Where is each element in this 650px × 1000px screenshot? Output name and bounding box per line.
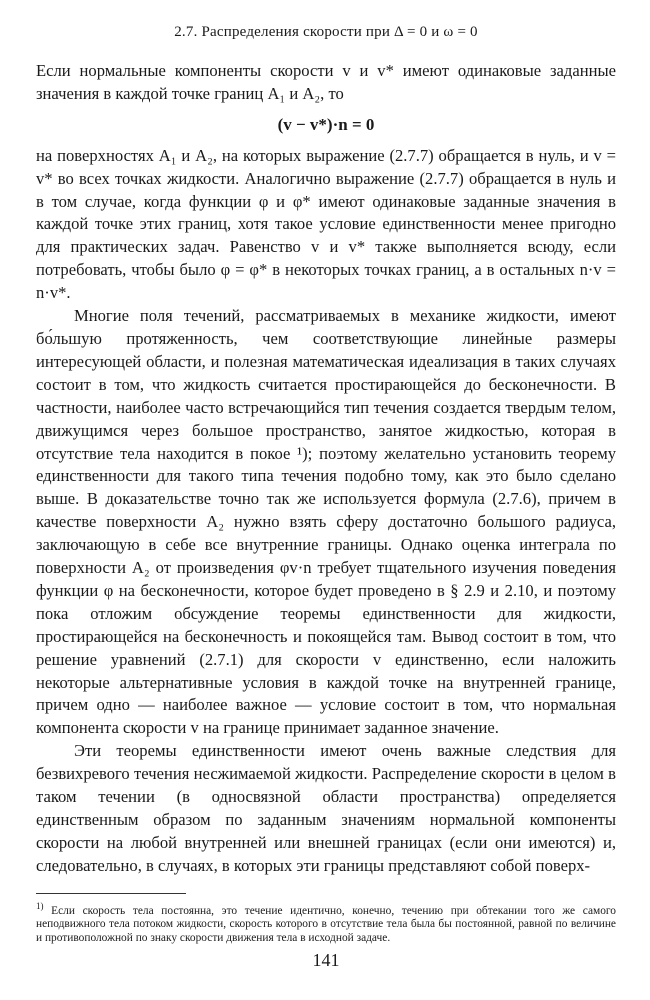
paragraph-4: Эти теоремы единственности имеют очень важные следствия для безвихревого течения несжимаемой жидкости. Распределение скорости в целом в таком течении (в односвязной области пространства) определяется единственным образом по заданным значениям нормальной компоненты скорости на любой внутренней или внешней границах (если они имеются) и, следовательно, в случаях, в которых эти границы представляют собой поверх- bbox=[36, 741, 616, 875]
footnote-mark: 1) bbox=[36, 901, 44, 911]
formula-text: (v − v*)·n = 0 bbox=[277, 114, 375, 134]
book-page bbox=[36, 0, 616, 1000]
footnote bbox=[36, 900, 616, 945]
running-head: 2.7. Распределения скорости при Δ = 0 и ω = 0 bbox=[174, 24, 478, 40]
paragraph-3: Многие поля течений, рассматриваемых в механике жидкости, имеют бо́льшую протяженность, чем соответствующие линейные размеры интересующей области, и полезная математическая идеализация в таких случаях состоит в том, что жидкость считается простирающейся до бесконечности. В частности, наиболее часто встречающийся тип течения создается твердым телом, движущимся через большое пространство, занятое жидкостью, которая в отсутствие тела находится в покое ¹); поэтому желательно установить теорему единственности для такого типа течения подобно тому, как это было сделано выше. В доказательстве точно так же используется формула (2.7.6), причем в качестве поверхности A₂ нужно взять сферу достаточно большого радиуса, заключающую в себе все внутренние границы. Однако оценка интеграла по поверхности A₂ от произведения φv·n требует тщательного изучения поведения функции φ на бесконечности, которое будет проведено в § 2.9 и 2.10, и поэтому пока отложим обсуждение теоремы единственности для жидкости, простирающейся на бесконечность и покоящейся там. Вывод состоит в том, что решение уравнений (2.7.1) для скорости v единственно, если наложить некоторые альтернативные условия в каждой точке на внутренней границе, причем одно — наиболее важное — условие состоит в том, что нормальная компонента скорости v на границе принимает заданное значение. bbox=[36, 306, 616, 738]
footnote-divider bbox=[36, 893, 186, 894]
paragraph-2: на поверхностях A₁ и A₂, на которых выражение (2.7.7) обращается в нуль, и v = v* во всех точках жидкости. Аналогично выражение (2.7.7) обращается в нуль и в том случае, когда функции φ и φ* имеют одинаковые заданные значения в каждой точке этих границ, хотя такое условие единственности менее пригодно для практических задач. Равенство v и v* также выполняется всюду, если потребовать, чтобы было φ = φ* в некоторых точках границ, а в остальных n·v = n·v*. bbox=[36, 145, 616, 303]
page-number: 141 bbox=[312, 950, 340, 970]
paragraph-1: Если нормальные компоненты скорости v и v* имеют одинаковые заданные значения в каждой точке границ A₁ и A₂, то bbox=[36, 61, 616, 103]
footnote-text: Если скорость тела постоянна, это течение идентично, конечно, течению при обтекании того же самого неподвижного тела потоком жидкости, скорость которого в отсутствие тела была бы постоянной, равной по величине и противоположной по знаку скорости движения тела в исходной задаче. bbox=[36, 904, 616, 944]
body-text bbox=[36, 60, 616, 878]
formula bbox=[36, 114, 616, 137]
